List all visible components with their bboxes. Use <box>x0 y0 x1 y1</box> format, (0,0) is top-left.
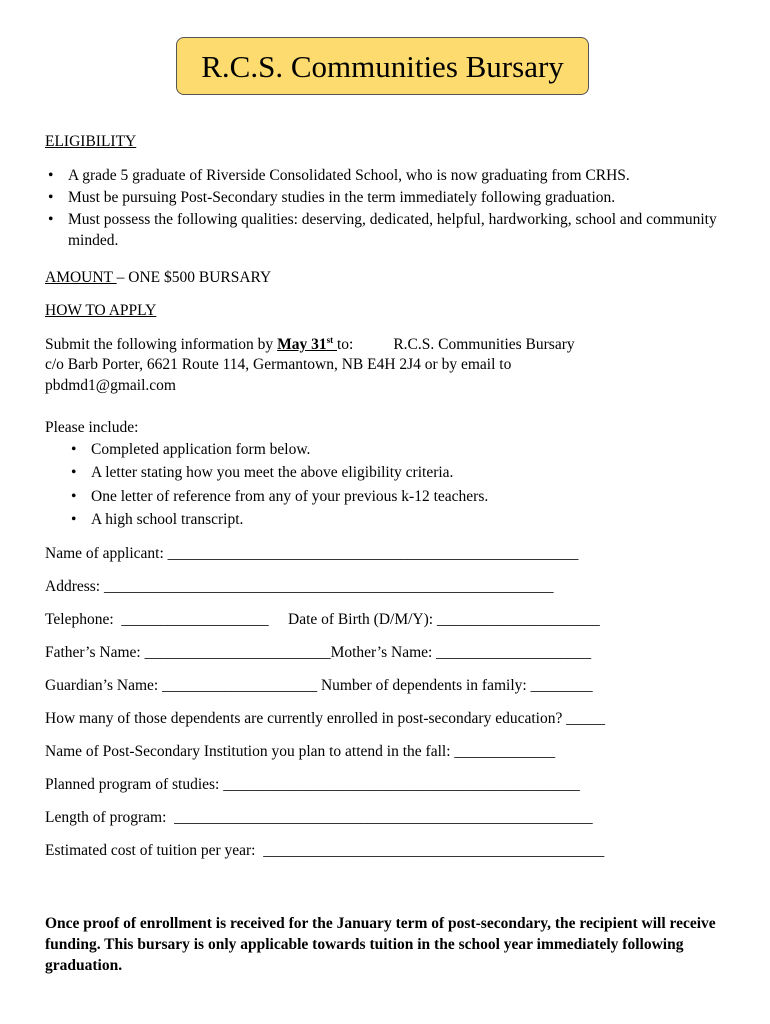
institution-field[interactable]: Name of Post-Secondary Institution you plan to attend in the fall: _____________ <box>45 743 556 760</box>
include-heading: Please include: <box>45 419 139 436</box>
amount-label: AMOUNT <box>45 269 117 286</box>
include-item: • A letter stating how you meet the above eligibility criteria. <box>68 463 738 484</box>
include-item: • One letter of reference from any of your previous k-12 teachers. <box>68 487 738 508</box>
amount-line <box>45 268 271 289</box>
eligibility-list <box>45 166 735 253</box>
how-to-apply-heading: HOW TO APPLY <box>45 302 157 319</box>
amount-text: – ONE $500 BURSARY <box>116 269 272 286</box>
mailing-address: c/o Barb Porter, 6621 Route 114, Germantown, NB E4H 2J4 or by email to <box>45 356 512 374</box>
applicant-name-field[interactable]: Name of applicant: _____________________________________________________ <box>45 545 579 562</box>
eligibility-item: • A grade 5 graduate of Riverside Consolidated School, who is now graduating from CRHS. <box>45 166 735 187</box>
submission-instructions <box>45 335 745 396</box>
parents-name-field[interactable]: Father’s Name: ________________________Mother’s Name: ____________________ <box>45 644 592 661</box>
dependents-enrolled-field[interactable]: How many of those dependents are currently enrolled in post-secondary education? _____ <box>45 710 605 727</box>
recipient-name: R.C.S. Communities Bursary <box>393 336 575 353</box>
include-item: • A high school transcript. <box>68 510 738 531</box>
deadline-date: May 31st <box>277 334 334 353</box>
tuition-cost-field[interactable]: Estimated cost of tuition per year: ____________________________________________ <box>45 842 605 859</box>
contact-email: pbdmd1@gmail.com <box>45 376 176 394</box>
include-item: • Completed application form below. <box>68 440 738 461</box>
submit-to-label: to: <box>336 336 354 353</box>
eligibility-heading: ELIGIBILITY <box>45 133 137 150</box>
program-field[interactable]: Planned program of studies: ______________________________________________ <box>45 776 580 793</box>
submission-line: Submit the following information by May 31st to: R.C.S. Communities Bursary <box>45 334 575 353</box>
address-field[interactable]: Address: __________________________________________________________ <box>45 578 554 595</box>
telephone-dob-field[interactable]: Telephone: ___________________ Date of Birth (D/M/Y): _____________________ <box>45 611 600 628</box>
eligibility-item: • Must possess the following qualities: deserving, dedicated, helpful, hardworking, school and community minded. <box>45 210 735 252</box>
program-length-field[interactable]: Length of program: ______________________________________________________ <box>45 809 593 826</box>
eligibility-item: • Must be pursuing Post-Secondary studies in the term immediately following graduation. <box>45 188 735 209</box>
include-list <box>68 440 738 534</box>
guardian-dependents-field[interactable]: Guardian’s Name: ____________________ Number of dependents in family: ________ <box>45 677 593 694</box>
page-title: R.C.S. Communities Bursary <box>176 37 589 95</box>
closing-note: Once proof of enrollment is received for the January term of post-secondary, the recipient will receive funding. This bursary is only applicable towards tuition in the school year immediately following graduation. <box>45 915 716 974</box>
